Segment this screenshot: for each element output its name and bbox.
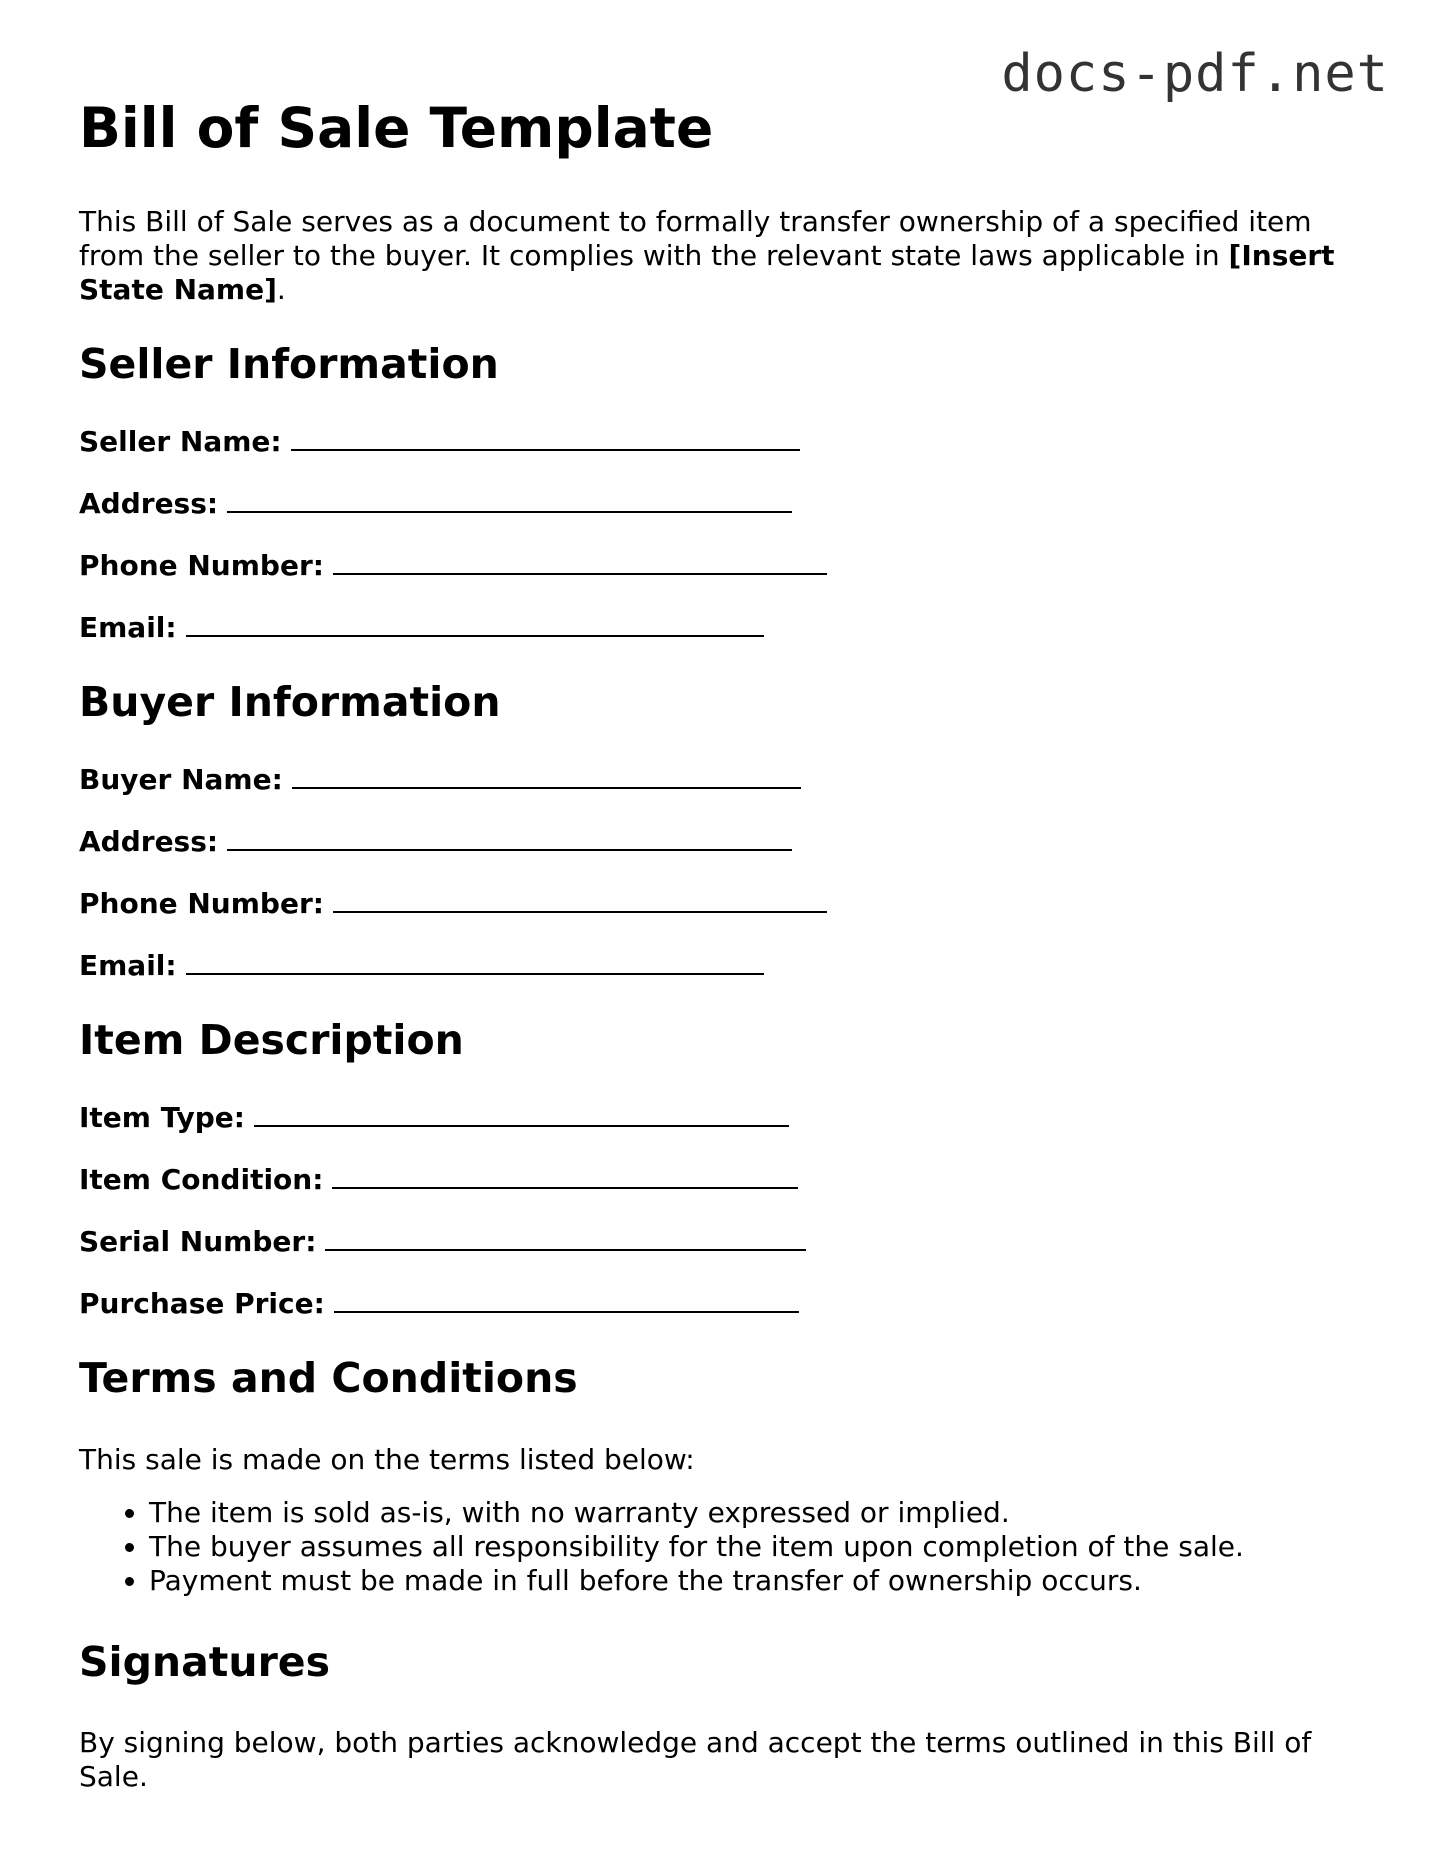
serial-number-blank[interactable] [325, 1225, 806, 1251]
signatures-heading: Signatures [79, 1638, 331, 1686]
seller-name-field [79, 425, 800, 459]
item-condition-field [79, 1163, 798, 1197]
terms-list [79, 1496, 1244, 1598]
buyer-name-label: Buyer Name: [79, 763, 283, 796]
buyer-email-blank[interactable] [186, 949, 764, 975]
buyer-phone-label: Phone Number: [79, 887, 324, 920]
buyer-name-field [79, 763, 801, 797]
terms-list-item: • The item is sold as-is, with no warranty expressed or implied. [149, 1496, 1244, 1530]
item-condition-blank[interactable] [332, 1163, 798, 1189]
intro-paragraph [79, 205, 1369, 307]
terms-heading: Terms and Conditions [79, 1354, 578, 1402]
seller-address-label: Address: [79, 487, 219, 520]
seller-address-blank[interactable] [227, 487, 792, 513]
document-title: Bill of Sale Template [79, 96, 714, 160]
seller-phone-field [79, 549, 827, 583]
seller-name-label: Seller Name: [79, 425, 282, 458]
state-placeholder: [Insert State Name] [79, 239, 1335, 306]
item-type-field [79, 1101, 789, 1135]
intro-text: This Bill of Sale serves as a document to formally transfer ownership of a specified item from the seller to the buyer. It complies with the relevant state laws applicable in [79, 205, 1312, 272]
buyer-phone-blank[interactable] [333, 887, 827, 913]
site-watermark: docs-pdf.net [1001, 44, 1389, 104]
seller-address-field [79, 487, 792, 521]
buyer-name-blank[interactable] [292, 763, 801, 789]
seller-email-label: Email: [79, 611, 177, 644]
intro-end: . [276, 273, 286, 306]
serial-number-field [79, 1225, 806, 1259]
terms-intro: This sale is made on the terms listed below: [79, 1443, 695, 1476]
purchase-price-field [79, 1287, 799, 1321]
seller-email-blank[interactable] [186, 611, 764, 637]
seller-heading: Seller Information [79, 340, 499, 388]
buyer-email-label: Email: [79, 949, 177, 982]
item-condition-label: Item Condition: [79, 1163, 324, 1196]
purchase-price-blank[interactable] [334, 1287, 799, 1313]
serial-number-label: Serial Number: [79, 1225, 317, 1258]
seller-phone-blank[interactable] [333, 549, 827, 575]
purchase-price-label: Purchase Price: [79, 1287, 325, 1320]
seller-phone-label: Phone Number: [79, 549, 324, 582]
item-heading: Item Description [79, 1016, 464, 1064]
seller-email-field [79, 611, 764, 645]
item-type-blank[interactable] [254, 1101, 789, 1127]
buyer-address-label: Address: [79, 825, 219, 858]
terms-list-item: • Payment must be made in full before the transfer of ownership occurs. [149, 1564, 1244, 1598]
signatures-text: By signing below, both parties acknowledge and accept the terms outlined in this Bill of Sale. [79, 1726, 1312, 1793]
terms-list-item: • The buyer assumes all responsibility for the item upon completion of the sale. [149, 1530, 1244, 1564]
seller-name-blank[interactable] [291, 425, 800, 451]
buyer-address-blank[interactable] [227, 825, 792, 851]
buyer-address-field [79, 825, 792, 859]
buyer-heading: Buyer Information [79, 678, 501, 726]
buyer-phone-field [79, 887, 827, 921]
item-type-label: Item Type: [79, 1101, 245, 1134]
buyer-email-field [79, 949, 764, 983]
